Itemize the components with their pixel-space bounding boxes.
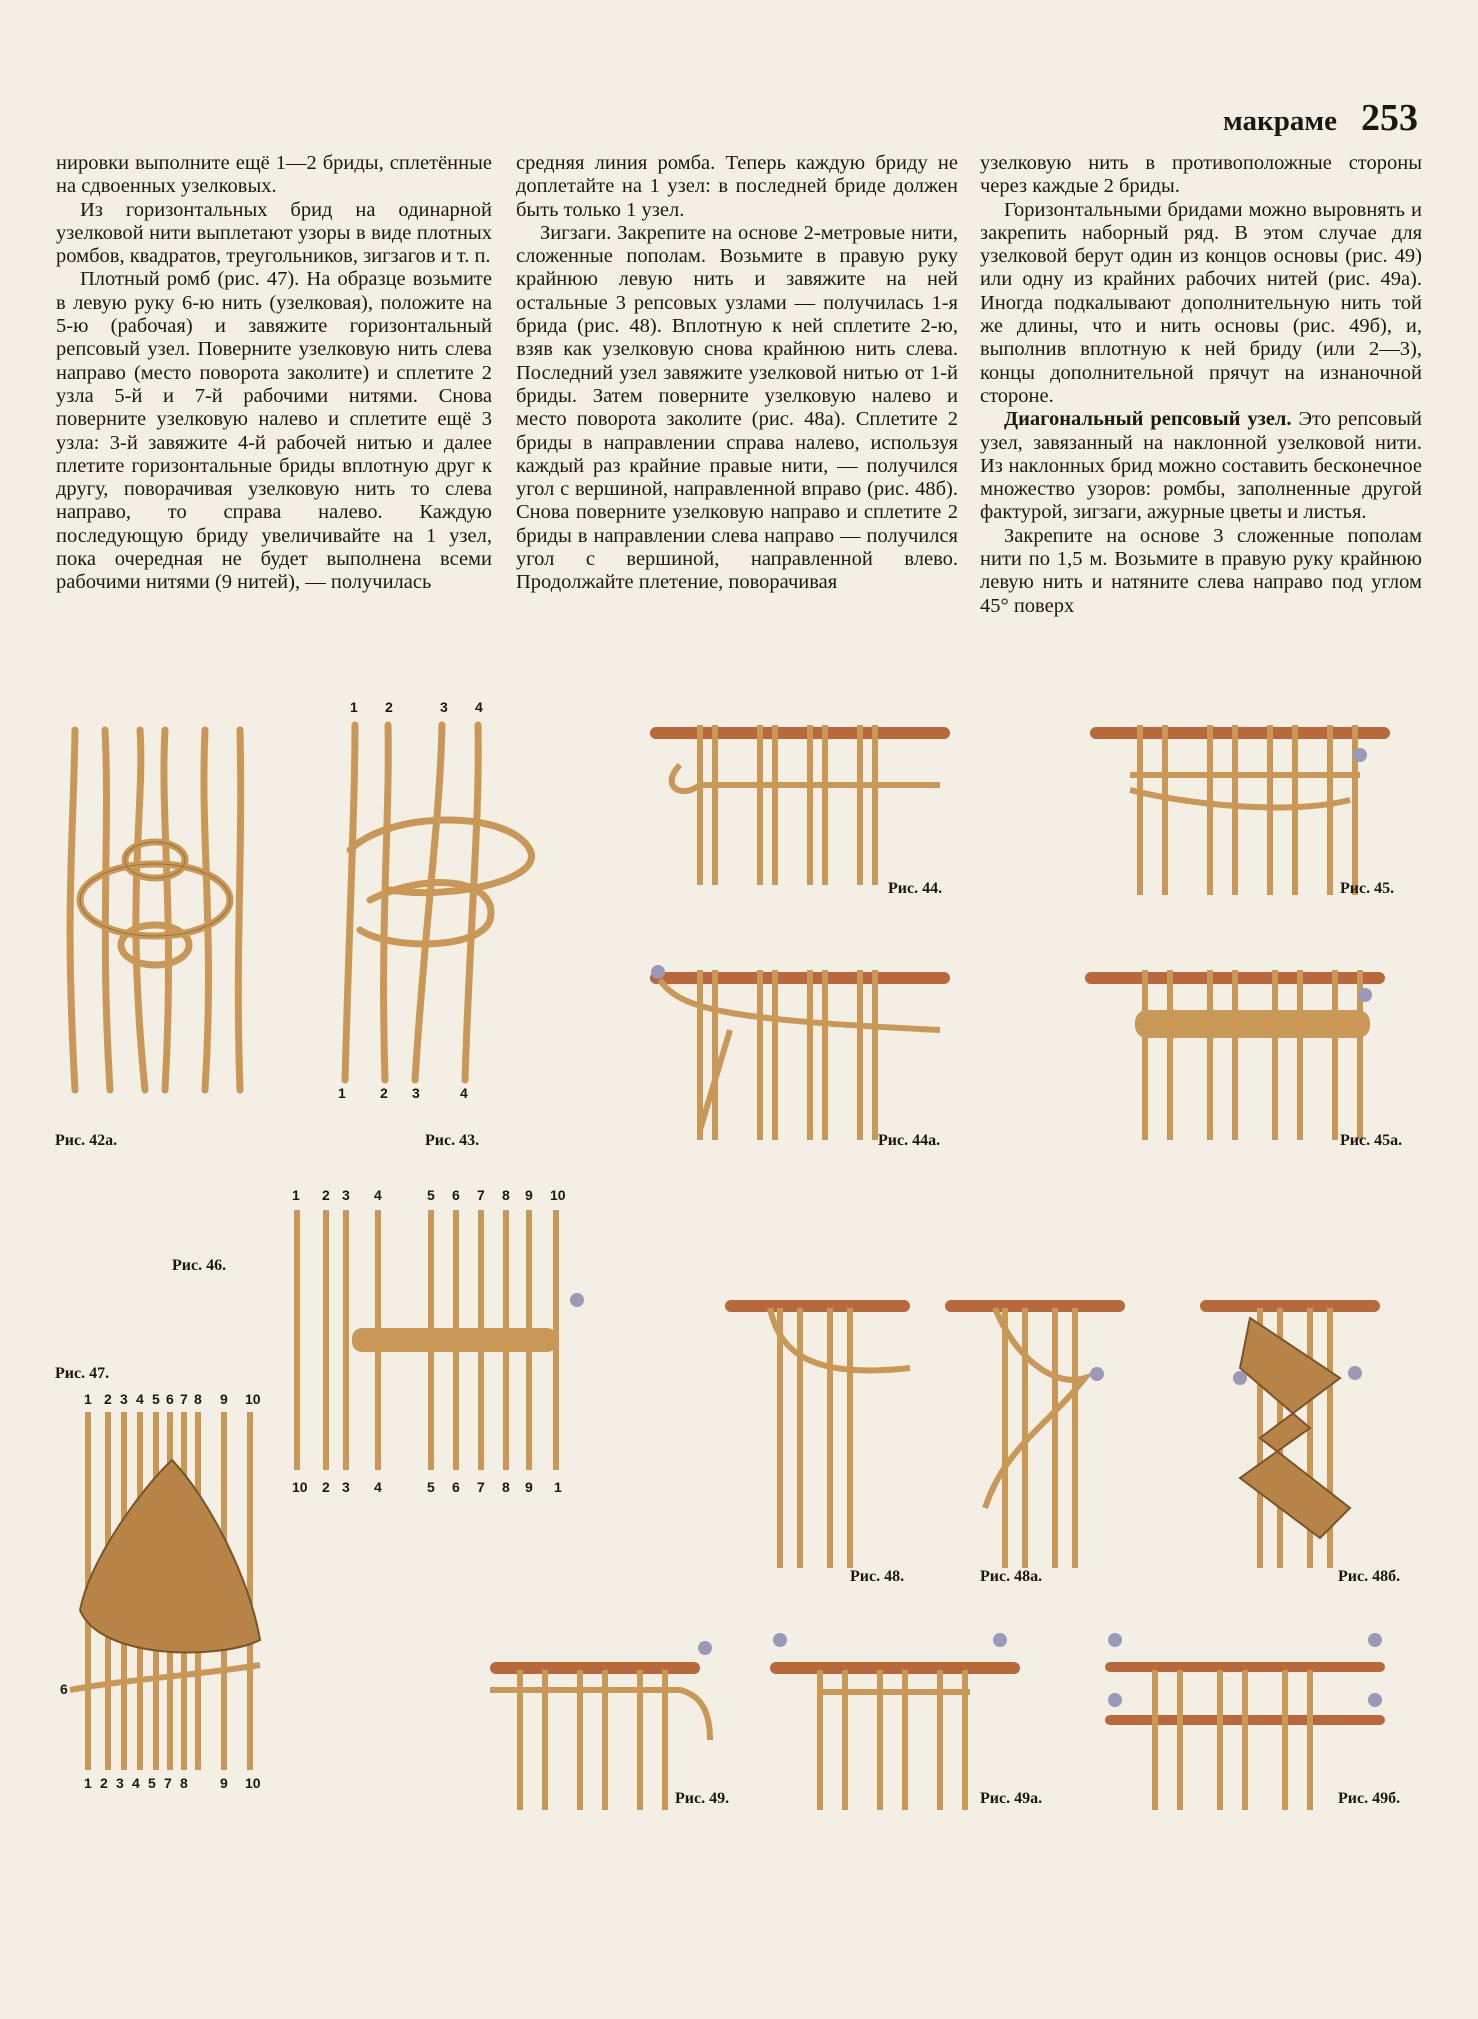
paragraph: Зигзаги. Закрепите на основе 2-метровые нити, сложенные пополам. Возьмите в правую руку крайнюю левую нить и завяжите на ней остальные 3 репсовых узлами — получилась 1-я брида (рис. 48). Вплотную к ней сплетите 2-ю, взяв как узелковую снова крайнюю нить слева. Последний узел завяжите узелковой нитью от 1-й бриды. Затем поверните узелковую налево и место поворота заколите (рис. 48а). Сплетите 2 бриды в направлении справа налево, используя каждый раз крайние правые нити, — получился угол с вершиной, направленной вправо (рис. 48б). Снова поверните узелковую направо и сплетите 2 бриды в направлении слева направо — получился угол с вершиной, направленной влево. Продолжайте плетение, поворачивая xyxy=(516,221,958,594)
figure-42a xyxy=(55,730,255,1090)
label-top: 1 xyxy=(350,699,358,715)
paragraph: узелковую нить в противоположные стороны через каждые 2 бриды. xyxy=(980,152,1422,198)
label-bottom: 10 xyxy=(245,1775,261,1791)
figure-46 xyxy=(292,1180,592,1495)
label-top: 3 xyxy=(342,1187,350,1203)
label-bottom: 1 xyxy=(84,1775,92,1791)
label-bottom: 9 xyxy=(525,1479,533,1495)
label-top: 2 xyxy=(385,699,393,715)
caption-44a: Рис. 44а. xyxy=(878,1132,941,1149)
label-bottom: 2 xyxy=(322,1479,330,1495)
label-bottom: 5 xyxy=(148,1775,156,1791)
paragraph: Из горизонтальных брид на одинарной узелковой нити выплетают узоры в виде плотных ромбов, квадратов, треугольников, зигзагов и т. п. xyxy=(56,198,492,268)
caption-45a: Рис. 45а. xyxy=(1340,1132,1403,1149)
caption-49a: Рис. 49а. xyxy=(980,1790,1043,1807)
figure-44a-drawing xyxy=(640,950,960,1140)
caption-48b: Рис. 48б. xyxy=(1338,1568,1401,1585)
figure-48b xyxy=(1200,1278,1400,1568)
figure-42a-drawing xyxy=(55,730,255,1090)
label-side: 6 xyxy=(60,1681,68,1697)
section-title: макраме xyxy=(1222,105,1337,137)
caption-42a: Рис. 42а. xyxy=(55,1132,118,1149)
paragraph: нировки выполните ещё 1—2 бриды, сплетённые на сдвоенных узелковых. xyxy=(56,152,492,198)
label-top: 3 xyxy=(120,1391,128,1407)
caption-44: Рис. 44. xyxy=(888,880,943,897)
figure-49a-drawing xyxy=(760,1600,1025,1810)
caption-43: Рис. 43. xyxy=(425,1132,480,1149)
label-bottom: 4 xyxy=(132,1775,140,1791)
paragraph xyxy=(980,408,1422,524)
figure-49-drawing xyxy=(480,1600,730,1810)
paragraph: средняя линия ромба. Теперь каждую бриду не доплетайте на 1 узел: в последней бриде должен быть только 1 узел. xyxy=(516,152,958,221)
figure-47 xyxy=(60,1390,285,1790)
figure-49b-drawing xyxy=(1085,1600,1405,1810)
figure-48b-drawing xyxy=(1200,1278,1400,1568)
label-bottom: 7 xyxy=(477,1479,485,1495)
figure-46-drawing xyxy=(292,1180,592,1495)
paragraph-text: Это репсовый узел, завязанный на наклонной узелковой нити. Из наклонных брид можно составить бесконечное множество узоров: ромбы, заполненные другой фактурой, зигзаги, ажурные цветы и листья. xyxy=(980,408,1422,524)
caption-45: Рис. 45. xyxy=(1340,880,1395,897)
caption-49b: Рис. 49б. xyxy=(1338,1790,1401,1807)
figure-48-drawing xyxy=(720,1278,920,1568)
label-top: 5 xyxy=(152,1391,160,1407)
text-column-2 xyxy=(516,152,958,595)
figure-49 xyxy=(480,1600,730,1810)
label-bottom: 4 xyxy=(374,1479,382,1495)
bold-heading: Диагональный репсовый узел. xyxy=(1004,408,1292,431)
label-bottom: 9 xyxy=(220,1775,228,1791)
figure-45-drawing xyxy=(1090,705,1420,895)
label-top: 4 xyxy=(136,1391,144,1407)
label-top: 9 xyxy=(525,1187,533,1203)
label-top: 8 xyxy=(502,1187,510,1203)
paragraph: Горизонтальными бридами можно выровнять и закрепить наборный ряд. В этом случае для узелковой берут один из концов основы (рис. 49) или одну из крайних рабочих нитей (рис. 49а). Иногда подкалывают дополнительную нить той же длины, что и нить основы (рис. 49б), и, выполнив вплотную к ней бриду (или 2—3), концы дополнительной прячут на изнаночной стороне. xyxy=(980,198,1422,407)
label-bottom: 2 xyxy=(100,1775,108,1791)
figure-47-drawing xyxy=(60,1390,285,1790)
caption-48: Рис. 48. xyxy=(850,1568,905,1585)
label-bottom: 2 xyxy=(380,1085,388,1101)
figure-45 xyxy=(1090,705,1420,895)
paragraph: Плотный ромб (рис. 47). На образце возьмите в левую руку 6-ю нить (узелковая), положите на 5-ю (рабочая) и завяжите горизонтальный репсовый узел. Поверните узелковую нить слева направо (место поворота заколите) и сплетите 2 узла 5-й и 7-й рабочими нитями. Снова поверните узелковую налево и сплетите ещё 3 узла: 3-й завяжите 4-й рабочей нитью и далее плетите горизонтальные бриды вплотную друг к другу, поворачивая узелковую нить то слева направо, то справа налево. Каждую последующую бриду увеличивайте на 1 узел, пока очередная не будет выполнена всеми рабочими нитями (9 нитей), — получилась xyxy=(56,268,492,594)
label-top: 8 xyxy=(194,1391,202,1407)
caption-47: Рис. 47. xyxy=(55,1365,110,1382)
paragraph: Закрепите на основе 3 сложенные пополам нити по 1,5 м. Возьмите в правую руку крайнюю левую нить и натяните слева направо под углом 45° поверх xyxy=(980,524,1422,617)
figure-48a xyxy=(945,1278,1135,1568)
figure-48 xyxy=(720,1278,920,1568)
figure-48a-drawing xyxy=(945,1278,1135,1568)
label-top: 3 xyxy=(440,699,448,715)
label-top: 1 xyxy=(292,1187,300,1203)
label-top: 1 xyxy=(84,1391,92,1407)
caption-46: Рис. 46. xyxy=(172,1257,227,1274)
figure-45a-drawing xyxy=(1085,950,1415,1140)
figure-49a xyxy=(760,1600,1025,1810)
label-top: 2 xyxy=(322,1187,330,1203)
label-bottom: 3 xyxy=(412,1085,420,1101)
label-bottom: 6 xyxy=(452,1479,460,1495)
label-top: 10 xyxy=(245,1391,261,1407)
label-top: 4 xyxy=(475,699,483,715)
label-bottom: 1 xyxy=(338,1085,346,1101)
text-column-1 xyxy=(56,152,492,595)
label-bottom: 7 xyxy=(164,1775,172,1791)
label-top: 7 xyxy=(477,1187,485,1203)
label-top: 4 xyxy=(374,1187,382,1203)
label-top: 6 xyxy=(452,1187,460,1203)
label-bottom: 4 xyxy=(460,1085,468,1101)
label-bottom: 5 xyxy=(427,1479,435,1495)
label-bottom: 3 xyxy=(116,1775,124,1791)
text-column-3 xyxy=(980,152,1422,618)
figure-44a xyxy=(640,950,960,1140)
caption-48a: Рис. 48а. xyxy=(980,1568,1043,1585)
figure-45a xyxy=(1085,950,1415,1140)
page-number: 253 xyxy=(1361,97,1418,139)
label-top: 10 xyxy=(550,1187,566,1203)
figure-43 xyxy=(330,700,560,1100)
label-top: 2 xyxy=(104,1391,112,1407)
label-bottom: 8 xyxy=(502,1479,510,1495)
label-top: 5 xyxy=(427,1187,435,1203)
label-top: 7 xyxy=(180,1391,188,1407)
figure-49b xyxy=(1085,1600,1405,1810)
figure-44 xyxy=(640,705,960,885)
label-top: 6 xyxy=(166,1391,174,1407)
label-bottom: 10 xyxy=(292,1479,308,1495)
caption-49: Рис. 49. xyxy=(675,1790,730,1807)
label-bottom: 8 xyxy=(180,1775,188,1791)
label-bottom: 1 xyxy=(554,1479,562,1495)
label-bottom: 3 xyxy=(342,1479,350,1495)
label-top: 9 xyxy=(220,1391,228,1407)
page-header xyxy=(1223,96,1418,140)
figure-43-drawing xyxy=(330,700,560,1100)
figure-44-drawing xyxy=(640,705,960,885)
